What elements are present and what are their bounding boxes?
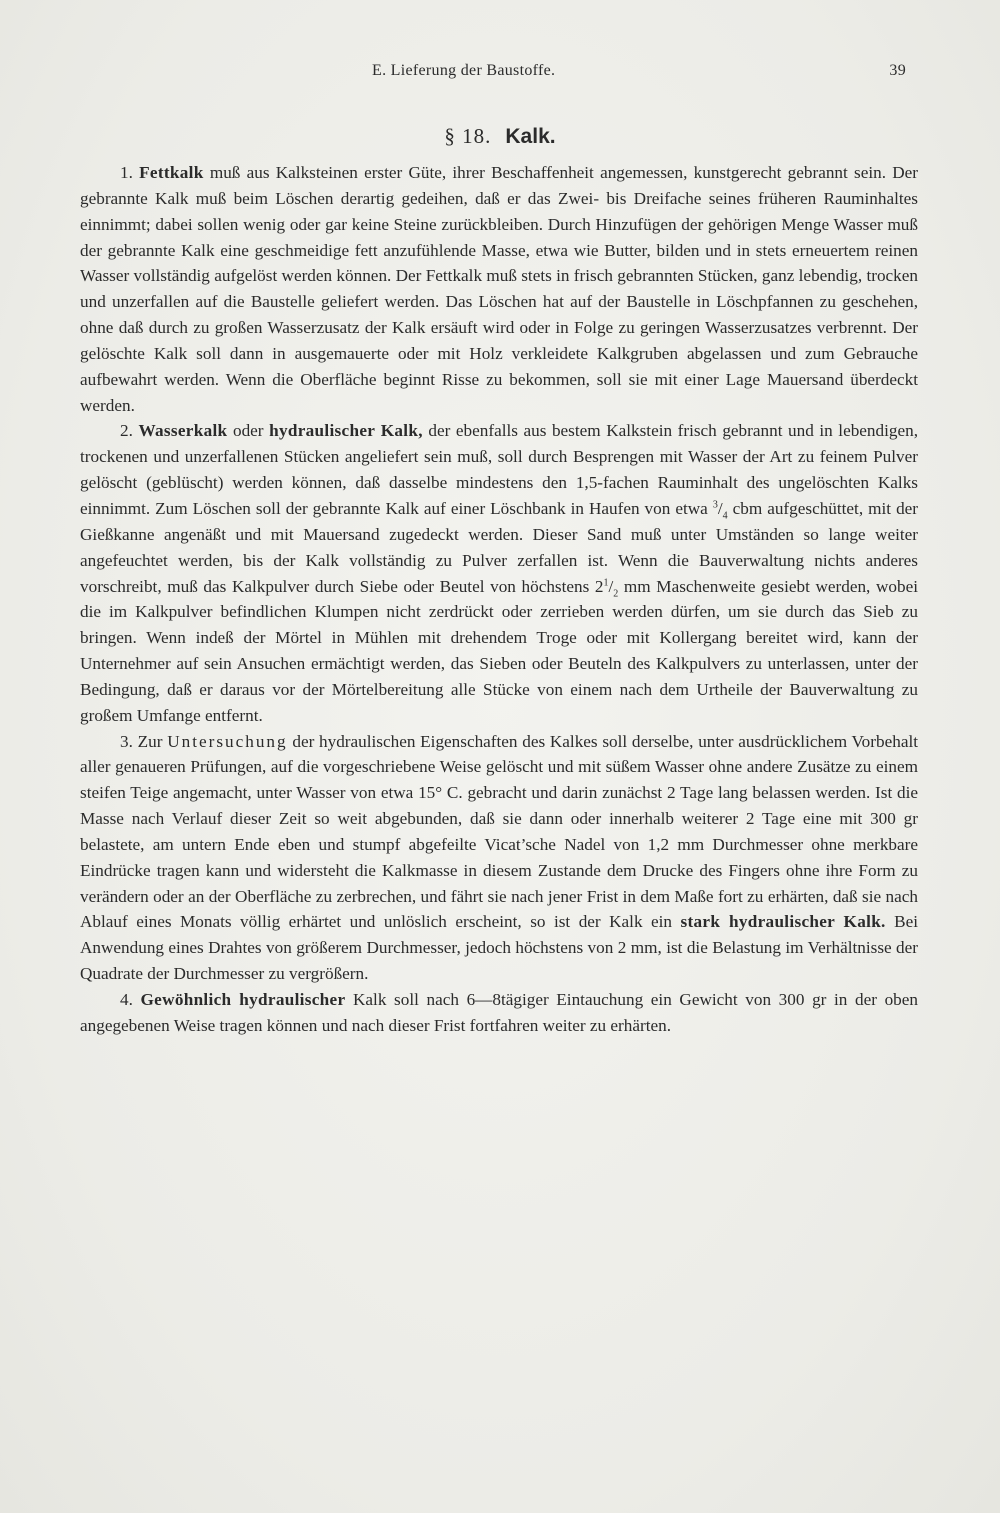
paragraph-2-text-b: cbm aufgeschüttet, mit der Gießkanne angenäßt und mit Mauersand zugedeckt werden. Dieser Sand muß unter Umständen so lange weiter angefeuchtet werden, bis der Kalk vollständig zu Pulver zerfallen ist. Wenn die Bauverwaltung nichts anderes vorschreibt, muß das Kalkpulver durch Siebe oder Beutel von höchstens 2	[80, 498, 919, 596]
paragraph-3-lead: Zur	[137, 731, 163, 751]
paragraph-2-text-c: mm Maschenweite gesiebt werden, wobei die im Kalkpulver befindlichen Klumpen nicht zerdrückt oder zerrieben werden dürfen, um sie durch das Sieb zu bringen. Wenn indeß der Mörtel in Mühlen mit drehendem Troge oder mit Kollergang bereitet wird, kann der Unternehmer auf sein Ansuchen ermächtigt werden, das Sieben oder Beuteln des Kalkpulvers zu unterlassen, unter der Bedingung, daß er daraus vor der Mörtelbereitung alle Stücke von einem nach dem Urtheile der Bauverwaltung zu großem Umfange entfernt.	[80, 576, 918, 725]
paragraph-3-number: 3.	[120, 731, 133, 751]
paragraph-3-spaced-term: Untersuchung	[167, 731, 288, 751]
section-number: § 18.	[444, 124, 492, 148]
paragraph-2-term-1: Wasserkalk	[138, 421, 228, 441]
section-heading	[0, 124, 1000, 149]
running-header-title: E. Lieferung der Baustoffe.	[372, 62, 556, 79]
running-header	[80, 62, 906, 84]
paragraph-2-text-a: der ebenfalls aus bestem Kalkstein frisch gebrannt und in lebendigen, trockenen und unzerfallenen Stücken angeliefert sein muß, soll durch Besprengen mit Wasser der Art zu feinem Pulver gelöscht (geblüscht) werden können, daß dasselbe mindestens den 1,5-fachen Rauminhalt des ungelöschten Kalks einnimmt. Zum Löschen soll der gebrannte Kalk auf einer Löschbank in Haufen von etwa	[80, 421, 918, 518]
page-number: 39	[889, 62, 906, 79]
section-title: Kalk.	[505, 125, 556, 148]
fraction-2-numerator: 1	[603, 576, 609, 588]
paragraph-3	[80, 729, 918, 987]
paragraph-2-number: 2.	[120, 421, 133, 441]
fraction-2-denominator: 2	[613, 587, 619, 599]
paragraph-1-term: Fettkalk	[139, 163, 204, 182]
paragraph-3-text-b: Bei Anwendung eines Drahtes von größerem Durchmesser, jedoch höchstens von 2 mm, ist die Belastung im Verhältnisse der Quadrate der Durchmesser zu vergrößern.	[80, 912, 919, 984]
paragraph-3-term: stark hydraulischer Kalk.	[680, 912, 886, 932]
paragraph-2-term-2: hydraulischer Kalk,	[269, 421, 423, 441]
paragraph-4-term: Gewöhnlich hydraulischer	[140, 990, 346, 1009]
paragraph-1-text: muß aus Kalksteinen erster Güte, ihrer Beschaffenheit angemessen, kunstgerecht gebrannt sein. Der gebrannte Kalk muß beim Löschen derartig gedeihen, daß er das Zwei- bis Dreifache seines früheren Rauminhaltes einnimmt; dabei sollen wenig oder gar keine Steine zurückbleiben. Durch Hinzufügen der gehörigen Menge Wasser muß der gebrannte Kalk eine geschmeidige fett anzufühlende Masse, etwa wie Butter, bilden und in stets erneuertem reinen Wasser vollständig aufgelöst werden können. Der Fettkalk muß stets in frisch gebrannten Stücken, ganz lebendig, trocken und unzerfallen auf die Baustelle geliefert werden. Das Löschen hat auf der Baustelle in Löschpfannen zu geschehen, ohne daß durch zu großen Wasserzusatz der Kalk ersäuft wird oder in Folge zu geringen Wasserzusatzes verbrennt. Der gelöschte Kalk soll dann in ausgemauerte oder mit Holz verkleidete Kalkgruben abgelassen und zum Gebrauche aufbewahrt werden. Wenn die Oberfläche beginnt Risse zu bekommen, soll sie mit einer Lage Mauersand überdeckt werden.	[80, 163, 919, 415]
paragraph-1	[80, 160, 918, 418]
body-text	[80, 160, 918, 1039]
fraction-1-denominator: 4	[722, 510, 728, 522]
paragraph-4	[80, 987, 918, 1039]
paragraph-2-connector: oder	[232, 421, 264, 441]
paragraph-2: 2. Wasserkalk oder hydraulischer Kalk, der ebenfalls aus bestem Kalkstein frisch gebrannt und in lebendigen, trockenen und unzerfallenen Stücken angeliefert sein muß, soll durch Besprengen mit Wasser der Art zu feinem Pulver gelöscht (geblüscht) werden können, daß dasselbe mindestens den 1,5-fachen Rauminhalt des ungelöschten Kalks einnimmt. Zum Löschen soll der gebrannte Kalk auf einer Löschbank in Haufen von etwa $^3/_4$ cbm aufgeschüttet, mit der Gießkanne angenäßt und mit Mauersand zugedeckt werden. Dieser Sand muß unter Umständen so lange weiter angefeuchtet werden, bis der Kalk vollständig zu Pulver zerfallen ist. Wenn die Bauverwaltung nichts anderes vorschreibt, muß das Kalkpulver durch Siebe oder Beutel von höchstens $2^1/_2$ mm Maschenweite gesiebt werden, wobei die im Kalkpulver befindlichen Klumpen nicht zerdrückt oder zerrieben werden dürfen, um sie durch das Sieb zu bringen. Wenn indeß der Mörtel in Mühlen mit drehendem Troge oder mit Kollergang bereitet wird, kann der Unternehmer auf sein Ansuchen ermächtigt werden, das Sieben oder Beuteln des Kalkpulvers zu unterlassen, unter der Bedingung, daß er daraus vor der Mörtelbereitung alle Stücke von einem nach dem Urtheile der Bauverwaltung zu großem Umfange entfernt.	[80, 421, 919, 725]
paragraph-4-text: Kalk soll nach 6—8tägiger Eintauchung ein Gewicht von 300 gr in der oben angegebenen Weise tragen können und nach dieser Frist fortfahren weiter zu erhärten.	[80, 990, 918, 1035]
paragraph-1-number: 1.	[120, 163, 133, 182]
paragraph-4-number: 4.	[120, 990, 133, 1009]
paragraph-3-text-a: der hydraulischen Eigenschaften des Kalkes soll derselbe, unter ausdrücklichem Vorbehalt aller genaueren Prüfungen, auf die vorgeschriebene Weise gelöscht und mit süßem Wasser ohne andere Zusätze zu einem steifen Teige angemacht, unter Wasser von etwa 15° C. gebracht und darin zunächst 2 Tage lang belassen werden. Ist die Masse nach Verlauf dieser Zeit so weit abgebunden, daß sie dann oder innerhalb weiterer 2 Tage eine mit 300 gr belastete, am untern Ende eben und stumpf abgefeilte Vicat’sche Nadel von 1,2 mm Durchmesser ohne merkbare Eindrücke tragen kann und widersteht die Kalkmasse in diesem Zustande dem Drucke des Fingers ohne ihre Form zu verändern oder an der Oberfläche zu zerbrechen, und fährt sie nach jener Frist in dem Maße fort zu erhärten, daß sie nach Ablauf eines Monats völlig erhärtet und unlöslich erscheint, so ist der Kalk ein	[80, 731, 918, 932]
fraction-1-numerator: 3	[712, 499, 718, 511]
